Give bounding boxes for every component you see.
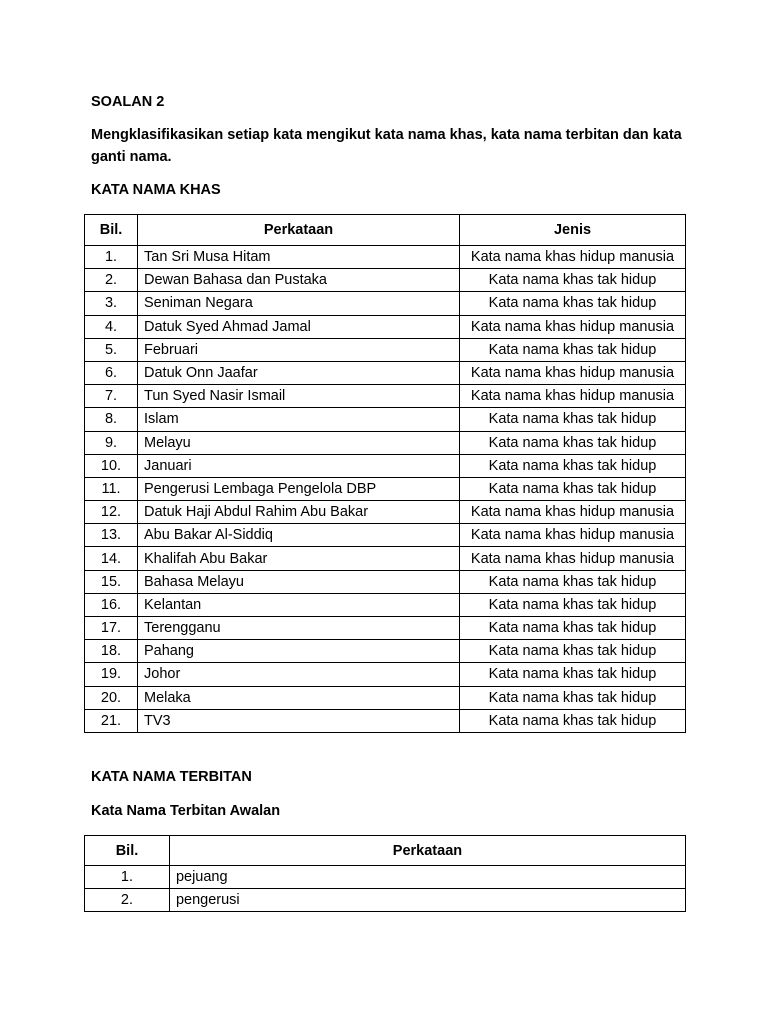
table-row bbox=[85, 640, 686, 663]
cell-perkataan: Bahasa Melayu bbox=[138, 570, 460, 593]
table-row bbox=[85, 338, 686, 361]
cell-bil: 20. bbox=[85, 686, 138, 709]
header-jenis: Jenis bbox=[460, 215, 686, 246]
cell-perkataan: TV3 bbox=[138, 709, 460, 732]
cell-bil: 6. bbox=[85, 361, 138, 384]
cell-jenis: Kata nama khas tak hidup bbox=[460, 292, 686, 315]
cell-jenis: Kata nama khas tak hidup bbox=[460, 686, 686, 709]
cell-perkataan: Terengganu bbox=[138, 617, 460, 640]
cell-perkataan: Datuk Haji Abdul Rahim Abu Bakar bbox=[138, 501, 460, 524]
cell-perkataan: Datuk Syed Ahmad Jamal bbox=[138, 315, 460, 338]
cell-bil: 1. bbox=[85, 866, 170, 889]
cell-bil: 9. bbox=[85, 431, 138, 454]
cell-jenis: Kata nama khas hidup manusia bbox=[460, 385, 686, 408]
cell-perkataan: Seniman Negara bbox=[138, 292, 460, 315]
cell-bil: 10. bbox=[85, 454, 138, 477]
cell-jenis: Kata nama khas hidup manusia bbox=[460, 315, 686, 338]
cell-bil: 2. bbox=[85, 889, 170, 912]
cell-jenis: Kata nama khas tak hidup bbox=[460, 709, 686, 732]
cell-perkataan: Pengerusi Lembaga Pengelola DBP bbox=[138, 477, 460, 500]
cell-perkataan: Abu Bakar Al-Siddiq bbox=[138, 524, 460, 547]
cell-perkataan: pengerusi bbox=[169, 889, 685, 912]
table-row bbox=[85, 408, 686, 431]
cell-bil: 14. bbox=[85, 547, 138, 570]
header-bil: Bil. bbox=[85, 215, 138, 246]
table-row bbox=[85, 593, 686, 616]
instruction-text: Mengklasifikasikan setiap kata mengikut kata nama khas, kata nama terbitan dan kata ganti nama. bbox=[91, 127, 682, 165]
cell-bil: 21. bbox=[85, 709, 138, 732]
table-header-row bbox=[85, 836, 686, 866]
cell-bil: 12. bbox=[85, 501, 138, 524]
cell-perkataan: Khalifah Abu Bakar bbox=[138, 547, 460, 570]
table-row bbox=[85, 246, 686, 269]
cell-jenis: Kata nama khas tak hidup bbox=[460, 454, 686, 477]
cell-jenis: Kata nama khas tak hidup bbox=[460, 570, 686, 593]
cell-bil: 17. bbox=[85, 617, 138, 640]
cell-perkataan: pejuang bbox=[169, 866, 685, 889]
cell-perkataan: Kelantan bbox=[138, 593, 460, 616]
cell-jenis: Kata nama khas hidup manusia bbox=[460, 501, 686, 524]
cell-perkataan: Tun Syed Nasir Ismail bbox=[138, 385, 460, 408]
table-row bbox=[85, 269, 686, 292]
table-row bbox=[85, 501, 686, 524]
cell-bil: 3. bbox=[85, 292, 138, 315]
table-header-row bbox=[85, 215, 686, 246]
cell-jenis: Kata nama khas tak hidup bbox=[460, 640, 686, 663]
kata-nama-khas-table bbox=[84, 214, 686, 733]
kata-nama-terbitan-heading: KATA NAMA TERBITAN bbox=[91, 769, 252, 785]
header-perkataan: Perkataan bbox=[169, 836, 685, 866]
cell-bil: 2. bbox=[85, 269, 138, 292]
table-row bbox=[85, 524, 686, 547]
cell-jenis: Kata nama khas tak hidup bbox=[460, 477, 686, 500]
cell-jenis: Kata nama khas hidup manusia bbox=[460, 361, 686, 384]
table-row bbox=[85, 889, 686, 912]
kata-nama-khas-heading: KATA NAMA KHAS bbox=[91, 182, 221, 198]
cell-perkataan: Melaka bbox=[138, 686, 460, 709]
cell-bil: 11. bbox=[85, 477, 138, 500]
cell-jenis: Kata nama khas tak hidup bbox=[460, 663, 686, 686]
cell-jenis: Kata nama khas hidup manusia bbox=[460, 524, 686, 547]
cell-jenis: Kata nama khas tak hidup bbox=[460, 431, 686, 454]
cell-perkataan: Islam bbox=[138, 408, 460, 431]
table-row bbox=[85, 686, 686, 709]
cell-jenis: Kata nama khas tak hidup bbox=[460, 269, 686, 292]
cell-jenis: Kata nama khas tak hidup bbox=[460, 338, 686, 361]
kata-nama-terbitan-awalan-table bbox=[84, 835, 686, 912]
table-row bbox=[85, 663, 686, 686]
cell-perkataan: Johor bbox=[138, 663, 460, 686]
cell-perkataan: Pahang bbox=[138, 640, 460, 663]
cell-bil: 4. bbox=[85, 315, 138, 338]
cell-bil: 13. bbox=[85, 524, 138, 547]
cell-bil: 15. bbox=[85, 570, 138, 593]
cell-jenis: Kata nama khas hidup manusia bbox=[460, 246, 686, 269]
cell-bil: 19. bbox=[85, 663, 138, 686]
table-row bbox=[85, 292, 686, 315]
cell-perkataan: Januari bbox=[138, 454, 460, 477]
header-bil: Bil. bbox=[85, 836, 170, 866]
cell-bil: 7. bbox=[85, 385, 138, 408]
table-row bbox=[85, 315, 686, 338]
cell-bil: 1. bbox=[85, 246, 138, 269]
table-row bbox=[85, 709, 686, 732]
cell-jenis: Kata nama khas tak hidup bbox=[460, 617, 686, 640]
table-row bbox=[85, 477, 686, 500]
cell-perkataan: Melayu bbox=[138, 431, 460, 454]
cell-perkataan: Februari bbox=[138, 338, 460, 361]
header-perkataan: Perkataan bbox=[138, 215, 460, 246]
cell-bil: 16. bbox=[85, 593, 138, 616]
question-title: SOALAN 2 bbox=[91, 94, 165, 110]
table-row bbox=[85, 617, 686, 640]
cell-bil: 5. bbox=[85, 338, 138, 361]
cell-bil: 18. bbox=[85, 640, 138, 663]
cell-perkataan: Tan Sri Musa Hitam bbox=[138, 246, 460, 269]
table-row bbox=[85, 385, 686, 408]
cell-jenis: Kata nama khas tak hidup bbox=[460, 408, 686, 431]
cell-bil: 8. bbox=[85, 408, 138, 431]
table-row bbox=[85, 866, 686, 889]
table-row bbox=[85, 454, 686, 477]
cell-jenis: Kata nama khas hidup manusia bbox=[460, 547, 686, 570]
table-row bbox=[85, 570, 686, 593]
table-row bbox=[85, 547, 686, 570]
table-row bbox=[85, 431, 686, 454]
terbitan-awalan-heading: Kata Nama Terbitan Awalan bbox=[91, 803, 281, 819]
cell-jenis: Kata nama khas tak hidup bbox=[460, 593, 686, 616]
table-row bbox=[85, 361, 686, 384]
cell-perkataan: Dewan Bahasa dan Pustaka bbox=[138, 269, 460, 292]
cell-perkataan: Datuk Onn Jaafar bbox=[138, 361, 460, 384]
